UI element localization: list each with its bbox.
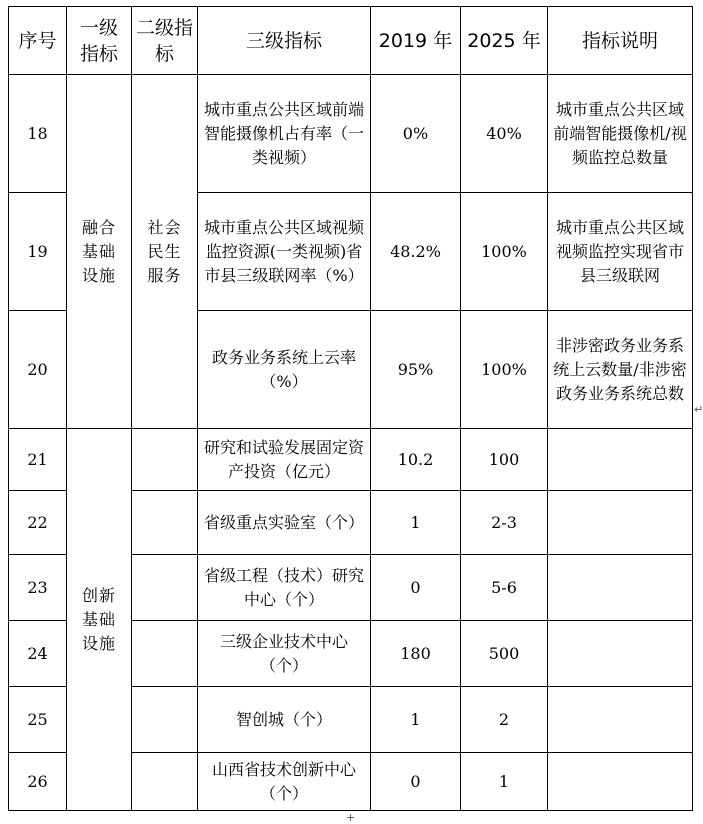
cell-end-marker-icon: ↵ (694, 403, 703, 416)
value-2019: 48.2% (371, 193, 461, 311)
value-2025: 100% (461, 311, 548, 429)
seq-cell: 24 (9, 621, 67, 687)
seq-cell: 26 (9, 753, 67, 811)
indicator-table (8, 6, 693, 811)
seq-cell: 25 (9, 687, 67, 753)
level3-cell: 省级工程（技术）研究中心（个） (198, 555, 371, 621)
value-2019: 1 (371, 491, 461, 555)
level3-cell: 省级重点实验室（个） (198, 491, 371, 555)
table-add-row-icon[interactable]: + (346, 811, 356, 824)
note-cell (548, 753, 693, 811)
level2-empty (132, 753, 198, 811)
header-note: 指标说明 (548, 7, 693, 75)
value-2019: 10.2 (371, 429, 461, 491)
header-level1: 一级指标 (67, 7, 132, 75)
value-2025: 5-6 (461, 555, 548, 621)
value-2019: 95% (371, 311, 461, 429)
note-cell: 城市重点公共区域前端智能摄像机/视频监控总数量 (548, 75, 693, 193)
note-cell (548, 555, 693, 621)
header-level3: 三级指标 (198, 7, 371, 75)
value-2025: 2-3 (461, 491, 548, 555)
seq-cell: 21 (9, 429, 67, 491)
level2-empty (132, 621, 198, 687)
value-2019: 0% (371, 75, 461, 193)
note-cell: 非涉密政务业务系统上云数量/非涉密政务业务系统总数 (548, 311, 693, 429)
note-cell (548, 491, 693, 555)
value-2025: 100 (461, 429, 548, 491)
header-level2: 二级指标 (132, 7, 198, 75)
seq-cell: 19 (9, 193, 67, 311)
seq-cell: 22 (9, 491, 67, 555)
header-row (9, 7, 693, 75)
header-seq: 序号 (9, 7, 67, 75)
value-2025: 1 (461, 753, 548, 811)
value-2025: 40% (461, 75, 548, 193)
header-2025: 2025 年 (461, 7, 548, 75)
table-row (9, 429, 693, 491)
level3-cell: 城市重点公共区域视频监控资源(一类视频)省市县三级联网率（%） (198, 193, 371, 311)
level1-innovation: 创新基础设施 (67, 429, 132, 811)
level3-cell: 城市重点公共区域前端智能摄像机占有率（一类视频） (198, 75, 371, 193)
level3-cell: 三级企业技术中心（个） (198, 621, 371, 687)
value-2019: 1 (371, 687, 461, 753)
value-2025: 100% (461, 193, 548, 311)
value-2019: 180 (371, 621, 461, 687)
level3-cell: 山西省技术创新中心（个） (198, 753, 371, 811)
seq-cell: 20 (9, 311, 67, 429)
header-2019: 2019 年 (371, 7, 461, 75)
value-2025: 500 (461, 621, 548, 687)
note-cell: 城市重点公共区域视频监控实现省市县三级联网 (548, 193, 693, 311)
note-cell (548, 687, 693, 753)
level3-cell: 政务业务系统上云率（%） (198, 311, 371, 429)
level2-empty (132, 555, 198, 621)
level1-infra: 融合基础设施 (67, 75, 132, 429)
note-cell (548, 429, 693, 491)
value-2019: 0 (371, 555, 461, 621)
level2-social: 社会民生服务 (132, 75, 198, 429)
level3-cell: 研究和试验发展固定资产投资（亿元） (198, 429, 371, 491)
note-cell (548, 621, 693, 687)
table-row (9, 75, 693, 193)
value-2025: 2 (461, 687, 548, 753)
level2-empty (132, 491, 198, 555)
level2-empty (132, 687, 198, 753)
seq-cell: 18 (9, 75, 67, 193)
level2-empty (132, 429, 198, 491)
seq-cell: 23 (9, 555, 67, 621)
value-2019: 0 (371, 753, 461, 811)
level3-cell: 智创城（个） (198, 687, 371, 753)
